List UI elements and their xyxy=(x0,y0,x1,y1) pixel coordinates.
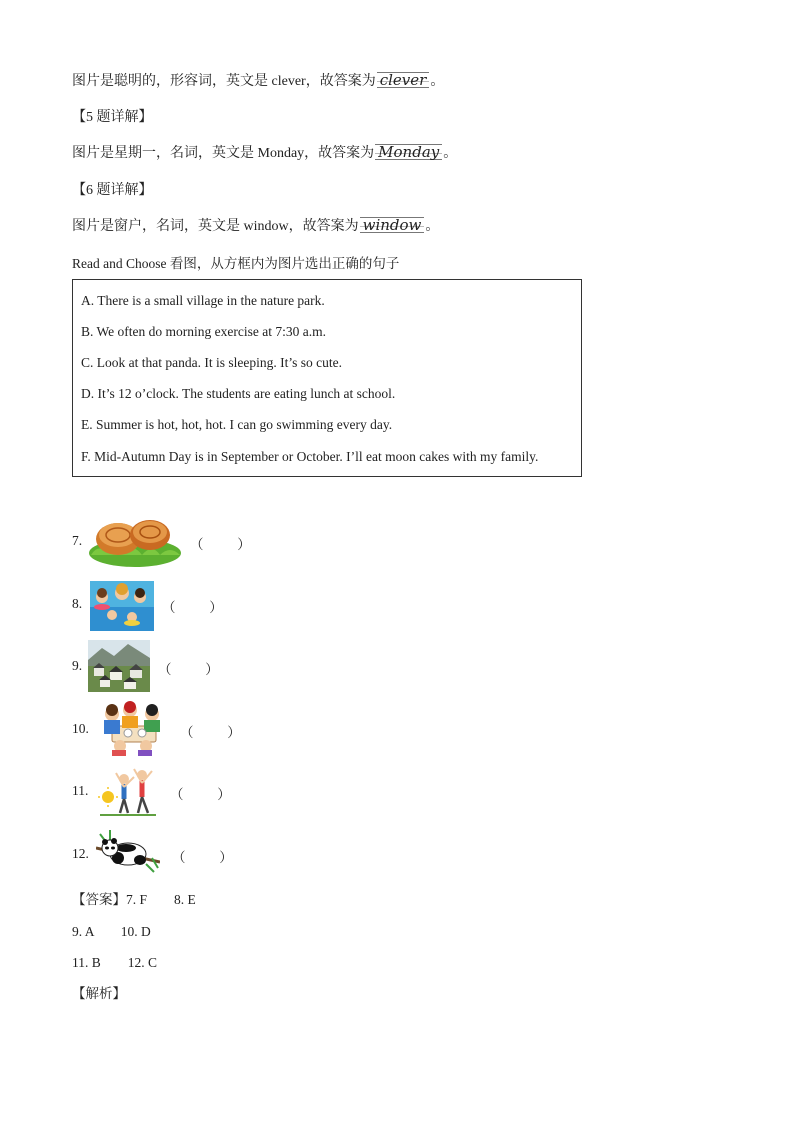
answer-blank[interactable]: （ ） xyxy=(172,850,233,865)
explanation-text: 图片是星期一，名词，英文是 Monday，故答案为 xyxy=(72,146,375,161)
swimming-image xyxy=(88,577,154,632)
answer-clever: clever xyxy=(377,72,430,88)
option-c: C. Look at that panda. It is sleeping. It’s so cute. xyxy=(81,355,342,370)
mooncakes-image xyxy=(88,513,182,569)
explanation-line-6 xyxy=(72,217,439,237)
analysis-heading: 【解析】 xyxy=(72,986,126,1001)
answer-row-2: 9. A 10. D xyxy=(72,924,151,939)
village-image xyxy=(88,640,150,692)
period: 。 xyxy=(425,219,440,234)
answer-row-1: 【答案】7. F 8. E xyxy=(72,892,196,907)
answer-blank[interactable]: （ ） xyxy=(162,600,223,615)
lunch-image xyxy=(98,700,170,756)
option-b: B. We often do morning exercise at 7:30 a.m. xyxy=(81,324,326,339)
exercise-image xyxy=(98,765,156,817)
option-e: E. Summer is hot, hot, hot. I can go swimming every day. xyxy=(81,417,393,432)
explanation-text: 图片是窗户，名词，英文是 window，故答案为 xyxy=(72,219,359,234)
answer-row-3: 11. B 12. C xyxy=(72,955,158,970)
answer-monday: Monday xyxy=(375,144,442,160)
panda-image xyxy=(96,828,160,876)
answer-window: window xyxy=(360,217,425,233)
explanation-text: 图片是聪明的，形容词，英文是 clever，故答案为 xyxy=(72,74,376,89)
option-a: A. There is a small village in the nature park. xyxy=(81,293,325,308)
answer-blank[interactable]: （ ） xyxy=(190,537,251,552)
question-number: 11. xyxy=(72,783,89,798)
question-number: 7. xyxy=(72,533,83,548)
instruction: Read and Choose 看图，从方框内为图片选出正确的句子 xyxy=(72,256,400,271)
answer-blank[interactable]: （ ） xyxy=(158,662,219,677)
options-box xyxy=(72,279,582,477)
question-number: 9. xyxy=(72,658,83,673)
heading-q5: 【5 题详解】 xyxy=(72,110,153,125)
option-d: D. It’s 12 o’clock. The students are eating lunch at school. xyxy=(81,386,396,401)
period: 。 xyxy=(443,146,458,161)
explanation-line-5 xyxy=(72,144,457,164)
answer-blank[interactable]: （ ） xyxy=(170,787,231,802)
heading-q6: 【6 题详解】 xyxy=(72,183,153,198)
option-f: F. Mid-Autumn Day is in September or October. I’ll eat moon cakes with my family. xyxy=(81,449,539,464)
question-number: 12. xyxy=(72,846,89,861)
answer-blank[interactable]: （ ） xyxy=(180,725,241,740)
period: 。 xyxy=(430,74,445,89)
explanation-line-4 xyxy=(72,72,444,92)
question-number: 10. xyxy=(72,721,89,736)
question-number: 8. xyxy=(72,596,83,611)
